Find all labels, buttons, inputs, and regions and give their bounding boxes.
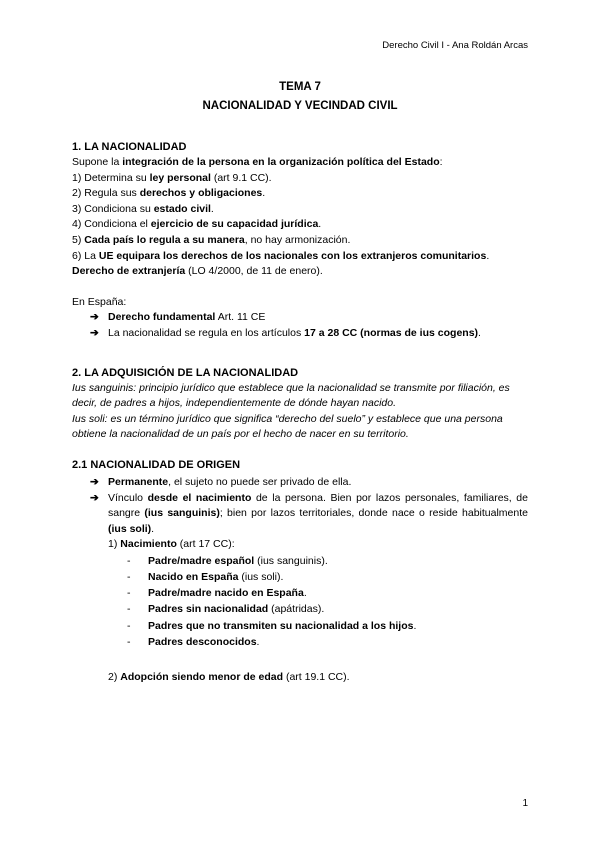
nationality-point-3: 3) Condiciona su estado civil. <box>72 202 214 215</box>
nationality-point-2: 2) Regula sus derechos y obligaciones. <box>72 187 266 200</box>
heading-section-2-1: 2.1 NACIONALIDAD DE ORIGEN <box>72 458 241 471</box>
title-main: NACIONALIDAD Y VECINDAD CIVIL <box>202 100 398 112</box>
heading-section-1: 1. LA NACIONALIDAD <box>72 141 187 153</box>
birth-case-6: - Padres desconocidos. <box>127 635 260 648</box>
nationality-point-1: 1) Determina su ley personal (art 9.1 CC). <box>72 171 272 184</box>
page-number: 1 <box>522 798 528 809</box>
nationality-point-5: 5) Cada país lo regula a su manera, no hay armonización. <box>72 233 351 246</box>
nationality-point-6: 6) La UE equipara los derechos de los nacionales con los extranjeros comunitarios. <box>72 249 490 262</box>
origin-bullet-2: ➔ Vínculo desde el nacimiento de la persona. Bien por lazos personales, familiares, de sangre (ius sanguinis); bien por lazos territoriales, donde nace o reside habitualmente (ius soli). <box>72 491 528 538</box>
arrow-icon: ➔ <box>90 326 99 339</box>
arrow-icon: ➔ <box>90 491 99 504</box>
ius-sanguinis-definition: Ius sanguinis: principio jurídico que establece que la nacionalidad se transmite por filiación, es decir, de padres a hijos, independientemente de dónde hayan nacido. <box>72 381 510 410</box>
ius-soli-definition: Ius soli: es un término jurídico que significa “derecho del suelo” y establece que una persona obtiene la nacionalidad de un país por el hecho de nacer en su territorio. <box>72 412 503 441</box>
birth-case-3: - Padre/madre nacido en España. <box>127 587 307 600</box>
section-1-intro: Supone la integración de la persona en la organización política del Estado: <box>72 156 443 168</box>
birth-case-5: - Padres que no transmiten su nacionalidad a los hijos. <box>127 619 417 632</box>
heading-section-2: 2. LA ADQUISICIÓN DE LA NACIONALIDAD <box>72 366 299 379</box>
birth-case-2: - Nacido en España (ius soli). <box>127 571 284 584</box>
document-body <box>72 78 528 686</box>
birth-case-4: - Padres sin nacionalidad (apátridas). <box>127 603 325 616</box>
spain-label: En España: <box>72 295 127 308</box>
title-tema: TEMA 7 <box>279 81 321 93</box>
adoption-heading: 2) Adopción siendo menor de edad (art 19.1 CC). <box>108 671 350 684</box>
nationality-point-4: 4) Condiciona el ejercicio de su capacidad jurídica. <box>72 218 322 231</box>
origin-bullet-1: ➔ Permanente, el sujeto no puede ser privado de ella. <box>72 475 528 491</box>
arrow-icon: ➔ <box>90 311 99 324</box>
spain-item-1: ➔ Derecho fundamental Art. 11 CE <box>72 310 528 326</box>
birth-heading: 1) Nacimiento (art 17 CC): <box>108 538 235 551</box>
arrow-icon: ➔ <box>90 475 99 488</box>
spain-item-2: ➔ La nacionalidad se regula en los artículos 17 a 28 CC (normas de ius cogens). <box>72 326 528 342</box>
extranjeria-line: Derecho de extranjería (LO 4/2000, de 11 de enero). <box>72 265 323 278</box>
running-header: Derecho Civil I - Ana Roldán Arcas <box>382 40 528 51</box>
birth-case-1: - Padre/madre español (ius sanguinis). <box>127 554 328 567</box>
